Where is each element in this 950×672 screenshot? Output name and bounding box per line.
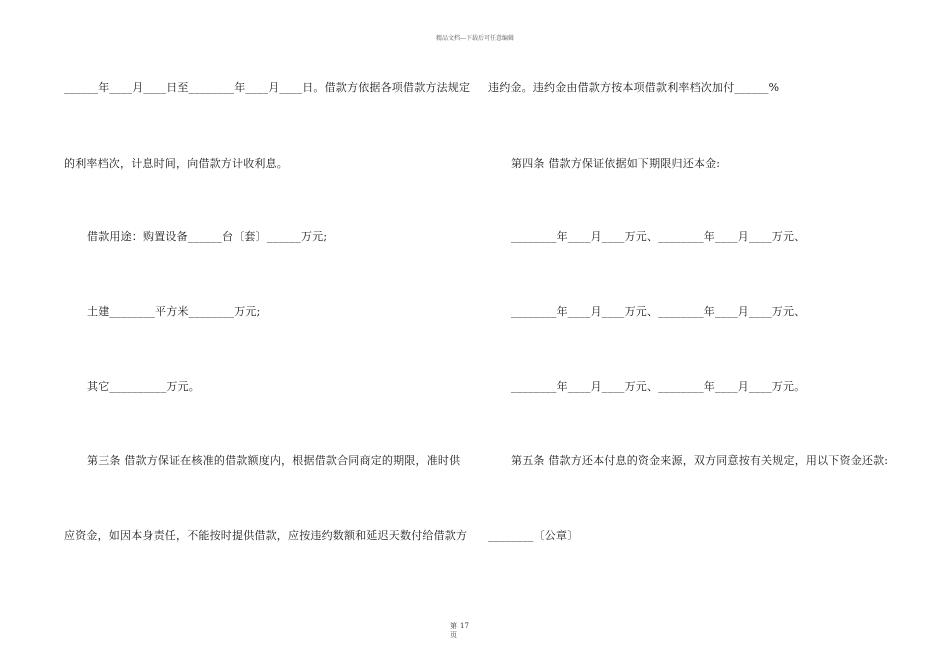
right-line-5: ________年____月____万元、________年____月____万元。	[511, 380, 806, 393]
left-line-4: 土建________平方米________万元;	[87, 305, 261, 318]
left-line-3: 借款用途：购置设备______台〔套〕______万元;	[87, 230, 328, 243]
page-prefix: 第	[450, 622, 457, 630]
left-line-2: 的利率档次，计息时间，向借款方计收利息。	[64, 157, 288, 170]
right-line-3: ________年____月____万元、________年____月____万元、	[511, 230, 806, 243]
right-line-1: 违约金。违约金由借款方按本项借款利率档次加付______%	[488, 81, 780, 94]
right-line-4: ________年____月____万元、________年____月____万元、	[511, 305, 806, 318]
left-line-5: 其它__________万元。	[87, 380, 200, 393]
page-header: 精品文档---下载后可任意编辑	[435, 35, 515, 42]
right-line-2: 第四条 借款方保证依据如下期限归还本金:	[511, 157, 721, 170]
page-number	[450, 622, 469, 640]
right-line-7: ________〔公章〕	[488, 529, 579, 542]
left-line-6: 第三条 借款方保证在核准的借款额度内，根据借款合同商定的期限，准时供	[87, 454, 461, 467]
right-line-6: 第五条 借款方还本付息的资金来源，双方同意按有关规定，用以下资金还款:	[511, 454, 889, 467]
left-line-7: 应资金，如因本身责任，不能按时提供借款，应按违约数额和延迟天数付给借款方	[64, 529, 468, 542]
page-suffix: 页	[450, 631, 457, 639]
page-num: 17	[460, 622, 469, 630]
left-line-1: ______年____月____日至________年____月____日。借款方依据各项借款方法规定	[64, 81, 471, 94]
